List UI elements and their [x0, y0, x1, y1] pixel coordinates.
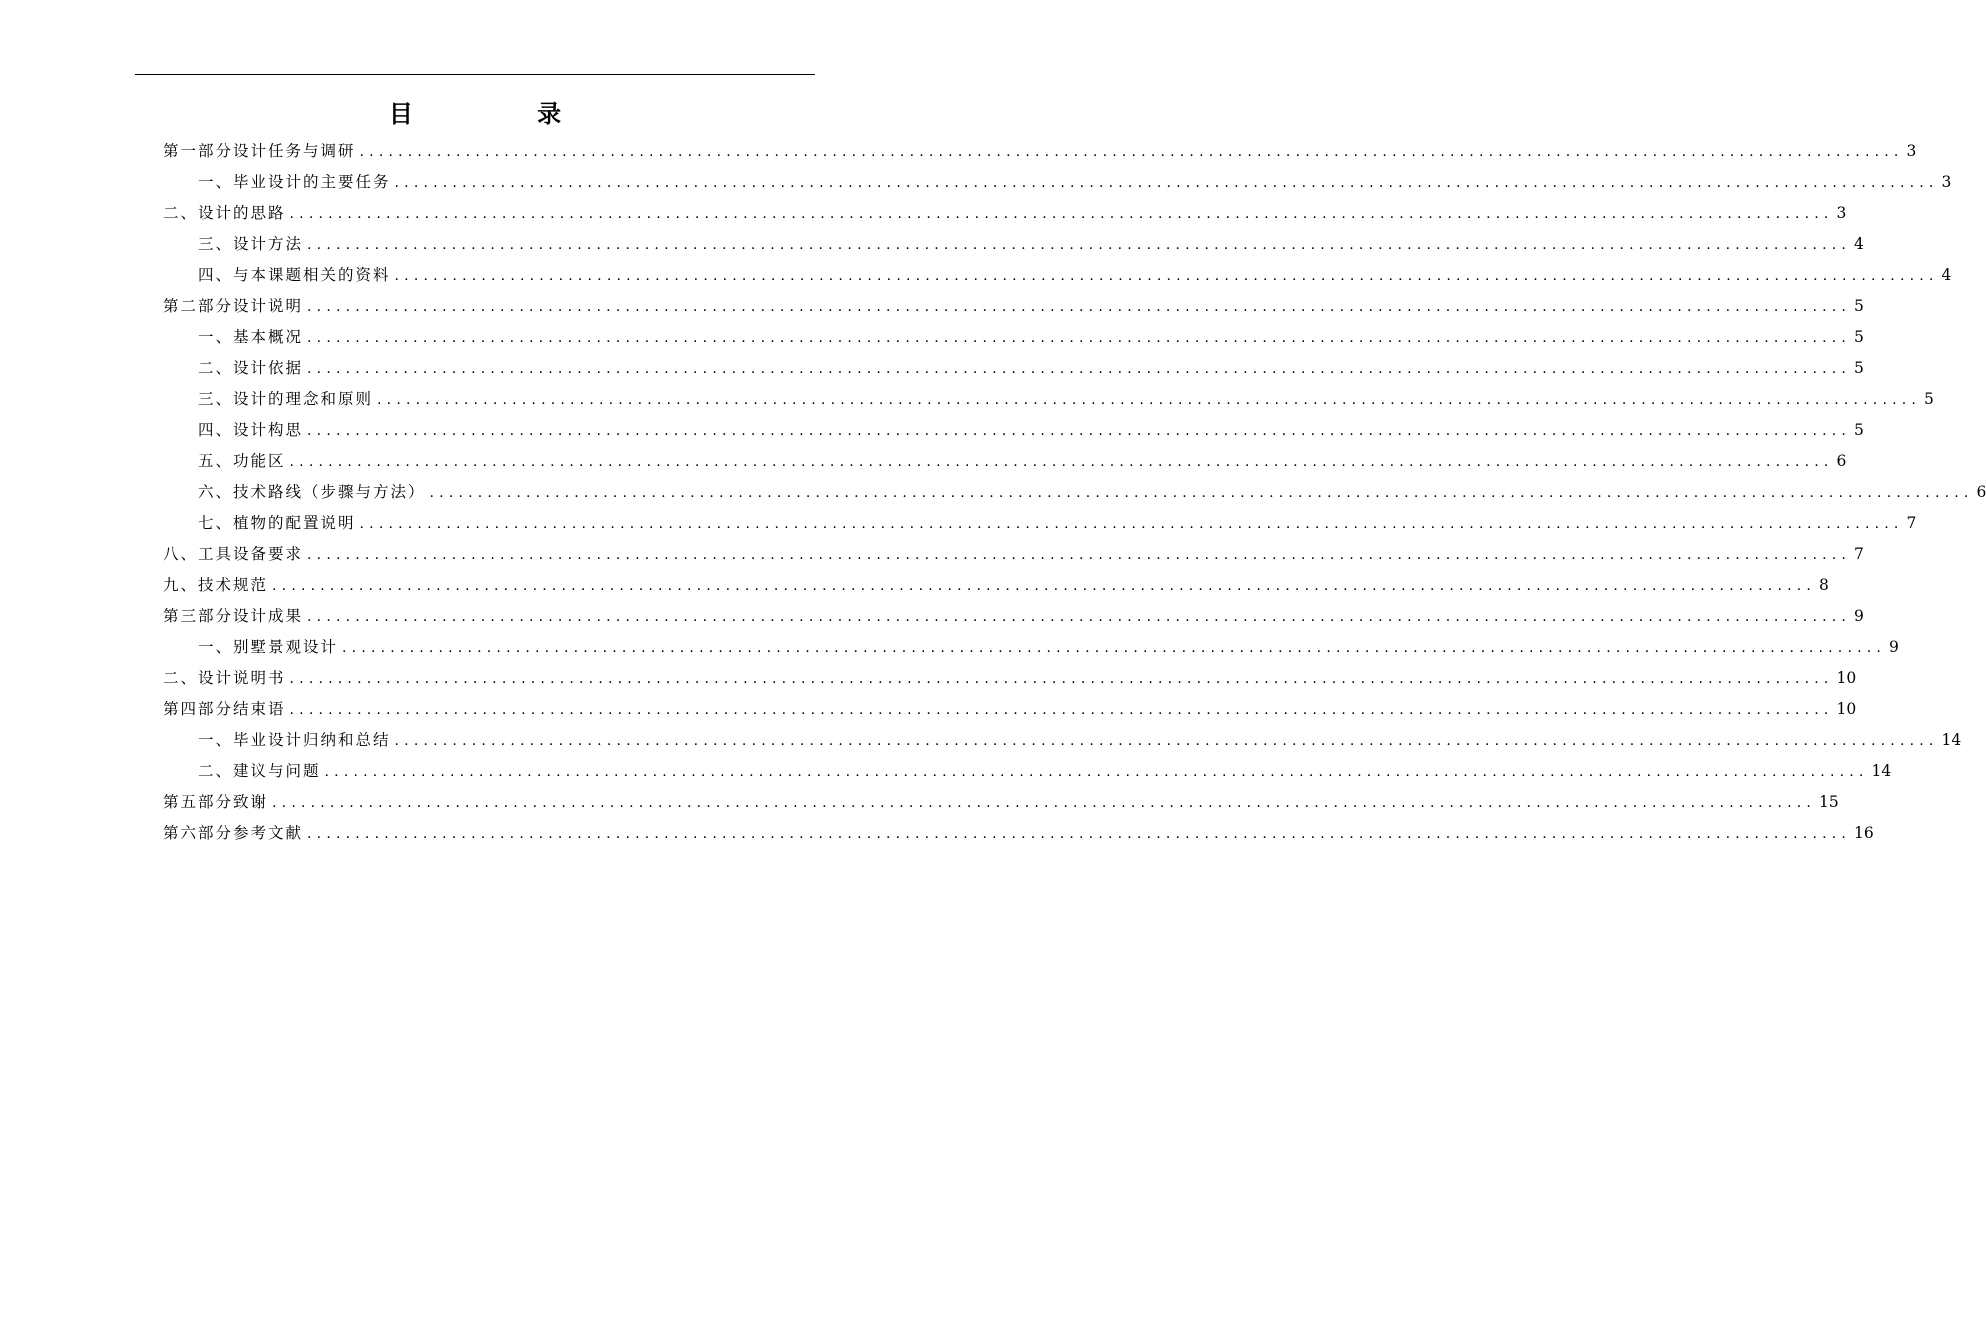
toc-entry[interactable] — [163, 787, 1839, 818]
toc-leader-dots: ................................................................................................................................................................ — [429, 485, 1974, 501]
toc-leader-dots: ................................................................................................................................................................ — [324, 764, 1869, 780]
toc-leader-dots: ................................................................................................................................................................ — [307, 423, 1852, 439]
toc-entry[interactable] — [198, 353, 1864, 384]
toc-entry[interactable] — [163, 198, 1847, 229]
toc-entry-label: 八、工具设备要求 — [163, 545, 304, 563]
toc-entry-label: 一、别墅景观设计 — [198, 638, 339, 656]
toc-entry[interactable] — [198, 322, 1864, 353]
toc-entry-label: 九、技术规范 — [163, 576, 269, 594]
toc-leader-dots: ................................................................................................................................................................ — [307, 361, 1852, 377]
toc-entry-label: 二、设计的思路 — [163, 204, 286, 222]
toc-leader-dots: ................................................................................................................................................................ — [289, 454, 1834, 470]
toc-entry-label: 一、毕业设计的主要任务 — [198, 173, 391, 191]
toc-entry-page: 8 — [1819, 576, 1829, 594]
toc-entry-label: 七、植物的配置说明 — [198, 514, 356, 532]
toc-leader-dots: ................................................................................................................................................................ — [394, 175, 1939, 191]
toc-entry-page: 3 — [1941, 173, 1952, 191]
toc-entry-label: 四、与本课题相关的资料 — [198, 266, 391, 284]
toc-entry-page: 7 — [1906, 514, 1917, 532]
toc-entry-label: 五、功能区 — [198, 452, 286, 470]
toc-entry-label: 二、设计依据 — [198, 359, 304, 377]
toc-entry[interactable] — [198, 725, 1962, 756]
toc-entry[interactable] — [163, 570, 1829, 601]
toc-leader-dots: ................................................................................................................................................................ — [342, 640, 1887, 656]
toc-entry[interactable] — [198, 229, 1864, 260]
toc-leader-dots: ................................................................................................................................................................ — [394, 733, 1939, 749]
toc-entry-page: 14 — [1941, 731, 1962, 749]
toc-entry-label: 第六部分参考文献 — [163, 824, 304, 842]
toc-leader-dots: ................................................................................................................................................................ — [394, 268, 1939, 284]
toc-entry-label: 三、设计的理念和原则 — [198, 390, 374, 408]
toc-entry-label: 一、毕业设计归纳和总结 — [198, 731, 391, 749]
toc-leader-dots: ................................................................................................................................................................ — [272, 578, 1817, 594]
toc-entry[interactable] — [163, 818, 1874, 849]
toc-leader-dots: ................................................................................................................................................................ — [307, 826, 1852, 842]
toc-entry[interactable] — [163, 663, 1857, 694]
toc-entry-label: 二、建议与问题 — [198, 762, 321, 780]
toc-entry-page: 5 — [1924, 390, 1934, 408]
toc-entry-label: 三、设计方法 — [198, 235, 304, 253]
toc-entry-page: 6 — [1976, 483, 1986, 501]
toc-entry-label: 第三部分设计成果 — [163, 607, 304, 625]
toc-entry-page: 3 — [1836, 204, 1847, 222]
toc-entry[interactable] — [163, 539, 1864, 570]
toc-entry-page: 4 — [1941, 266, 1952, 284]
toc-entry-page: 9 — [1854, 607, 1864, 625]
toc-entry-page: 4 — [1854, 235, 1864, 253]
toc-leader-dots: ................................................................................................................................................................ — [307, 330, 1852, 346]
toc-entry-label: 四、设计构思 — [198, 421, 304, 439]
toc-leader-dots: ................................................................................................................................................................ — [307, 547, 1852, 563]
toc-leader-dots: ................................................................................................................................................................ — [289, 671, 1834, 687]
toc-leader-dots: ................................................................................................................................................................ — [377, 392, 1922, 408]
toc-entry-page: 5 — [1854, 421, 1864, 439]
toc-leader-dots: ................................................................................................................................................................ — [359, 516, 1904, 532]
toc-leader-dots: ................................................................................................................................................................ — [289, 206, 1834, 222]
toc-entry-label: 六、技术路线（步骤与方法） — [198, 483, 426, 501]
toc-entry[interactable] — [198, 446, 1847, 477]
toc-entry-page: 16 — [1854, 824, 1874, 842]
header-rule — [135, 74, 815, 75]
toc-entry-label: 第四部分结束语 — [163, 700, 286, 718]
toc-entry-page: 5 — [1854, 328, 1864, 346]
toc-entry-page: 10 — [1836, 669, 1857, 687]
toc-entry[interactable] — [163, 601, 1864, 632]
toc-entry[interactable] — [198, 508, 1917, 539]
toc-entry-label: 第二部分设计说明 — [163, 297, 304, 315]
toc-leader-dots: ................................................................................................................................................................ — [272, 795, 1817, 811]
toc-entry[interactable] — [198, 415, 1864, 446]
toc-leader-dots: ................................................................................................................................................................ — [307, 609, 1852, 625]
toc-entry[interactable] — [163, 291, 1864, 322]
toc-entry[interactable] — [198, 260, 1952, 291]
toc-entry-page: 5 — [1854, 359, 1864, 377]
toc-entry[interactable] — [198, 756, 1892, 787]
toc-entry-page: 7 — [1854, 545, 1864, 563]
toc-entry-page: 10 — [1836, 700, 1857, 718]
toc-leader-dots: ................................................................................................................................................................ — [307, 237, 1852, 253]
toc-leader-dots: ................................................................................................................................................................ — [289, 702, 1834, 718]
toc-entry-label: 第一部分设计任务与调研 — [163, 142, 356, 160]
toc-entry[interactable] — [198, 632, 1899, 663]
toc-entry-page: 5 — [1854, 297, 1864, 315]
toc-leader-dots: ................................................................................................................................................................ — [307, 299, 1852, 315]
toc-entry[interactable] — [198, 477, 1986, 508]
toc-entry-label: 一、基本概况 — [198, 328, 304, 346]
toc-entry[interactable] — [198, 384, 1934, 415]
toc-entry-label: 第五部分致谢 — [163, 793, 269, 811]
toc-entry[interactable] — [163, 136, 1917, 167]
toc-entry[interactable] — [163, 694, 1857, 725]
toc-title: 目 录 — [388, 100, 620, 128]
toc-entry-page: 14 — [1871, 762, 1892, 780]
toc-entry[interactable] — [198, 167, 1952, 198]
toc-entry-page: 6 — [1836, 452, 1847, 470]
toc-leader-dots: ................................................................................................................................................................ — [359, 144, 1904, 160]
toc-entry-page: 15 — [1819, 793, 1839, 811]
toc-entry-page: 9 — [1889, 638, 1899, 656]
toc-entry-page: 3 — [1906, 142, 1917, 160]
toc-entry-label: 二、设计说明书 — [163, 669, 286, 687]
